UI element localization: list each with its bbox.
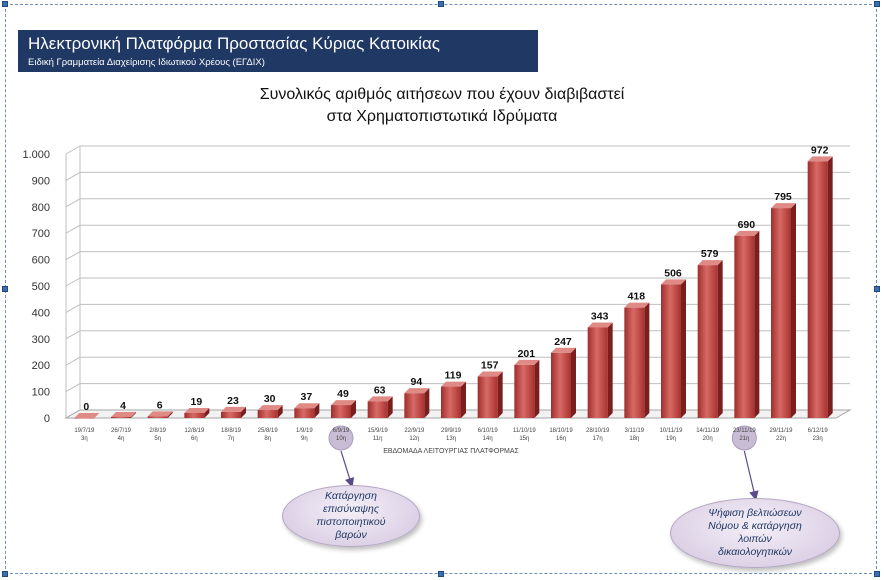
data-label: 157 xyxy=(480,359,499,372)
bar-side xyxy=(754,231,759,418)
gridline-depth xyxy=(66,331,80,339)
data-label: 94 xyxy=(410,376,423,389)
bar-side xyxy=(498,372,503,418)
x-tick-label: 18/8/19 xyxy=(220,428,242,434)
y-tick-label: 200 xyxy=(31,360,50,373)
y-tick-label: 900 xyxy=(31,175,50,188)
bar xyxy=(404,393,424,418)
x-tick-label: 3/11/19 xyxy=(624,428,645,434)
callout-line: επισύναψης xyxy=(323,503,379,515)
data-label: 19 xyxy=(190,395,203,408)
chart-title-line-2: στα Χρηματοπιστωτικά Ιδρύματα xyxy=(326,108,558,125)
x-week-label: 17η xyxy=(592,436,603,442)
x-tick-label: 18/10/19 xyxy=(549,428,573,434)
data-label: 30 xyxy=(263,393,276,406)
gridline-depth xyxy=(66,357,80,365)
bar xyxy=(698,265,718,418)
data-label: 6 xyxy=(156,399,163,412)
x-week-label: 13η xyxy=(445,436,457,442)
bar xyxy=(551,353,571,418)
x-tick-label: 29/11/19 xyxy=(769,428,793,434)
y-tick-label: 500 xyxy=(31,281,50,293)
callout-line: Κατάργηση xyxy=(325,490,377,502)
bar-side xyxy=(424,388,429,418)
bar-side xyxy=(644,303,649,418)
y-tick-label: 800 xyxy=(31,201,50,214)
bar-side xyxy=(461,382,466,418)
x-week-label: 20η xyxy=(702,436,713,442)
bar xyxy=(624,308,644,418)
x-tick-label: 11/10/19 xyxy=(512,428,536,434)
x-tick-label: 28/10/19 xyxy=(585,428,610,434)
x-week-label: 14η xyxy=(482,436,493,442)
x-week-label: 19η xyxy=(665,436,677,442)
bar xyxy=(111,417,131,418)
y-tick-label: 100 xyxy=(31,386,50,399)
x-week-label: 18η xyxy=(629,436,640,442)
bar xyxy=(661,284,681,418)
y-tick-label: 400 xyxy=(31,307,50,320)
x-tick-label: 6/12/19 xyxy=(807,428,828,434)
chart-title-line-1: Συνολικός αριθμός αιτήσεων που έχουν διαβιβαστεί xyxy=(259,86,625,103)
gridline-depth xyxy=(66,304,80,312)
x-tick-label: 10/11/19 xyxy=(659,428,683,434)
callout-law-improvements xyxy=(670,498,840,568)
x-week-label: 16η xyxy=(555,436,567,442)
x-week-label: 6η xyxy=(190,436,198,442)
callout-line: δικαιολογητικών xyxy=(717,546,792,558)
data-label: 247 xyxy=(554,335,572,348)
bar xyxy=(734,236,754,418)
x-week-label: 4η xyxy=(117,436,125,442)
bar-side xyxy=(681,279,686,418)
bar xyxy=(368,401,388,418)
callout-line: Ψήφιση βελτιώσεων xyxy=(708,507,802,519)
data-label: 0 xyxy=(83,401,90,413)
x-tick-label: 26/7/19 xyxy=(110,428,132,434)
bar-side xyxy=(828,156,833,418)
x-tick-label: 6/9/19 xyxy=(332,428,350,434)
x-tick-label: 14/11/19 xyxy=(696,428,720,434)
x-week-label: 10η xyxy=(335,436,347,442)
bar xyxy=(588,327,608,418)
x-week-label: 12η xyxy=(409,436,420,442)
x-tick-label: 12/8/19 xyxy=(184,428,205,434)
x-week-label: 22η xyxy=(775,436,787,442)
bar xyxy=(294,408,314,418)
x-week-label: 8η xyxy=(264,436,272,442)
x-week-label: 5η xyxy=(154,436,162,442)
x-tick-label: 25/8/19 xyxy=(257,428,278,434)
bar xyxy=(148,416,168,418)
bar xyxy=(514,365,534,418)
bar xyxy=(184,413,204,418)
callout-line: Νόμου & κατάργηση xyxy=(708,520,802,532)
bar-side xyxy=(608,322,613,418)
gridline-depth xyxy=(66,278,80,286)
bar-side xyxy=(791,203,796,418)
bar xyxy=(258,410,278,418)
x-week-label: 7η xyxy=(227,436,235,442)
callout-line: πιστοποιητικού xyxy=(316,516,386,528)
x-tick-label: 19/7/19 xyxy=(74,428,95,434)
gridline-depth xyxy=(66,384,80,392)
data-label: 4 xyxy=(120,399,126,412)
bar xyxy=(478,377,498,418)
bar xyxy=(771,208,791,418)
x-tick-label: 6/10/19 xyxy=(477,428,498,434)
bar xyxy=(221,412,241,418)
data-label: 119 xyxy=(444,369,462,382)
bar xyxy=(441,387,461,418)
y-tick-label: 300 xyxy=(31,333,50,346)
data-label: 201 xyxy=(517,347,536,360)
bar-side xyxy=(718,260,723,418)
data-label: 579 xyxy=(700,248,719,261)
x-tick-label: 22/9/19 xyxy=(404,428,425,434)
data-label: 343 xyxy=(590,310,609,323)
data-label: 506 xyxy=(664,267,682,280)
x-tick-label: 1/9/19 xyxy=(295,428,313,434)
x-tick-label: 15/9/19 xyxy=(367,428,388,434)
callout-line: λοιπών xyxy=(738,533,772,545)
data-label: 49 xyxy=(337,388,349,401)
y-tick-label: 600 xyxy=(31,254,50,267)
y-tick-label: 0 xyxy=(43,413,50,425)
y-tick-label: 700 xyxy=(31,228,50,241)
bar-side xyxy=(534,360,539,418)
y-tick-label: 1.000 xyxy=(22,149,50,161)
bar xyxy=(808,161,828,418)
callout-line: βαρών xyxy=(335,529,367,541)
x-axis-label: ΕΒΔΟΜΑΔΑ ΛΕΙΤΟΥΡΓΙΑΣ ΠΛΑΤΦΟΡΜΑΣ xyxy=(383,448,519,455)
data-label: 795 xyxy=(774,191,792,204)
gridline-depth xyxy=(66,146,80,154)
gridline-depth xyxy=(66,172,80,180)
x-tick-label: 23/11/19 xyxy=(732,428,756,434)
data-label: 972 xyxy=(810,144,829,157)
data-label: 63 xyxy=(373,384,386,397)
data-label: 23 xyxy=(227,394,239,407)
gridline-depth xyxy=(66,225,80,233)
bar xyxy=(331,405,351,418)
x-tick-label: 29/9/19 xyxy=(440,428,462,434)
gridline-depth xyxy=(66,199,80,207)
gridline-depth xyxy=(66,252,80,260)
x-week-label: 21η xyxy=(739,436,750,442)
x-week-label: 23η xyxy=(812,436,823,442)
x-week-label: 3η xyxy=(80,436,88,442)
data-label: 418 xyxy=(627,290,646,303)
x-week-label: 11η xyxy=(372,436,383,442)
callout-arrow xyxy=(744,451,755,496)
x-week-label: 15η xyxy=(519,436,530,442)
header-subtitle: Ειδική Γραμματεία Διαχείρισης Ιδιωτικού Χρέους (ΕΓΔΙΧ) xyxy=(28,57,265,68)
data-label: 690 xyxy=(737,218,756,231)
callout-arrow xyxy=(341,451,351,483)
x-tick-label: 2/8/19 xyxy=(149,428,167,434)
bar-side xyxy=(571,348,576,418)
callout-remove-certificate xyxy=(282,485,420,547)
x-week-label: 9η xyxy=(300,436,308,442)
data-label: 37 xyxy=(300,391,313,404)
bar xyxy=(74,418,94,419)
header-title: Ηλεκτρονική Πλατφόρμα Προστασίας Κύριας Κατοικίας xyxy=(28,34,440,53)
